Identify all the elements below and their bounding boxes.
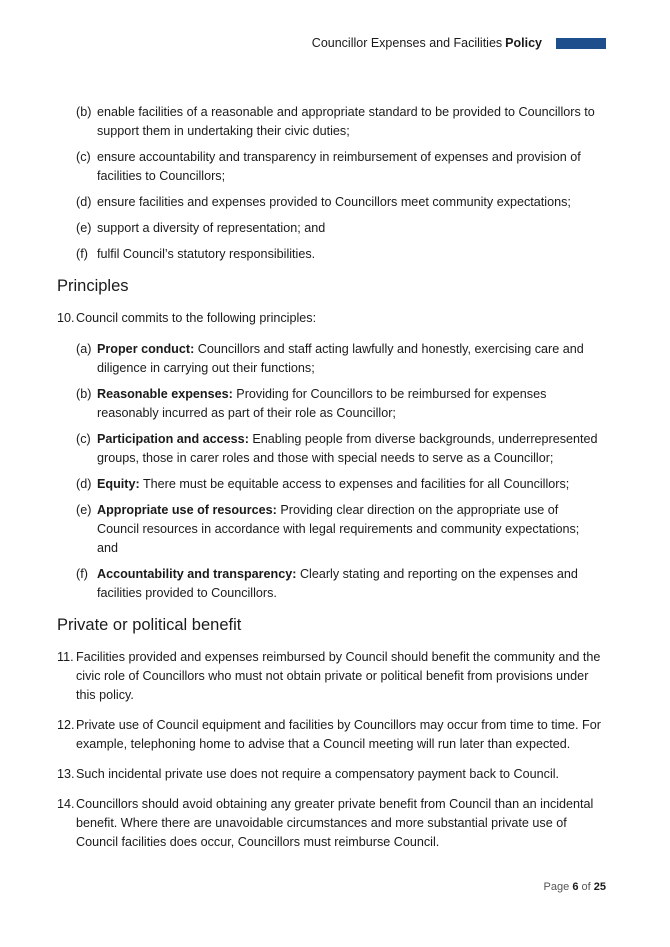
item-text: enable facilities of a reasonable and appropriate standard to be provided to Councillors to support them in undertaking their civic duties; bbox=[97, 105, 595, 138]
item-number: 10. bbox=[57, 311, 75, 325]
principle-title: Appropriate use of resources: bbox=[97, 503, 277, 517]
item-text: ensure facilities and expenses provided to Councillors meet community expectations; bbox=[97, 195, 571, 209]
page-footer bbox=[544, 881, 606, 893]
principle-desc: There must be equitable access to expenses and facilities for all Councillors; bbox=[139, 477, 570, 491]
numbered-paragraph bbox=[57, 795, 603, 852]
item-text: ensure accountability and transparency in reimbursement of expenses and provision of facilities to Councillors; bbox=[97, 150, 581, 183]
item-label: (b) bbox=[76, 387, 92, 401]
list-item bbox=[57, 148, 603, 186]
header-policy: Policy bbox=[505, 36, 542, 50]
item-label: (f) bbox=[76, 247, 88, 261]
principle-title: Participation and access: bbox=[97, 432, 249, 446]
of-word: of bbox=[581, 881, 591, 893]
item-label: (d) bbox=[76, 477, 92, 491]
item-number: 13. bbox=[57, 767, 75, 781]
principle-desc: Councillors and staff acting lawfully and honestly, exercising care and diligence in carrying out their functions; bbox=[97, 342, 584, 375]
page-content bbox=[57, 103, 603, 863]
header-accent-bar bbox=[556, 38, 606, 49]
item-text: Council commits to the following principles: bbox=[76, 311, 317, 325]
principle-item bbox=[57, 565, 603, 603]
principle-title: Proper conduct: bbox=[97, 342, 195, 356]
page-number: 6 bbox=[572, 881, 579, 893]
list-item bbox=[57, 193, 603, 212]
item-label: (d) bbox=[76, 195, 92, 209]
item-text: Facilities provided and expenses reimbursed by Council should benefit the community and the civic role of Councillors who must not obtain private or political benefit from provisions under this policy. bbox=[76, 650, 601, 702]
item-text: fulfil Council’s statutory responsibilities. bbox=[97, 247, 316, 261]
item-label: (a) bbox=[76, 342, 92, 356]
list-item bbox=[57, 245, 603, 264]
item-text bbox=[97, 475, 603, 494]
principle-desc: Providing for Councillors to be reimbursed for expenses reasonably incurred as part of their role as Councillor; bbox=[97, 387, 547, 420]
item-label: (c) bbox=[76, 432, 91, 446]
list-item bbox=[57, 219, 603, 238]
principle-item bbox=[57, 385, 603, 423]
principle-desc: Clearly stating and reporting on the expenses and facilities provided to Councillors. bbox=[97, 567, 578, 600]
principle-desc: Enabling people from diverse backgrounds, underrepresented groups, those in carer roles and those with special needs to serve as a Councillor; bbox=[97, 432, 598, 465]
principle-desc: Providing clear direction on the appropriate use of Council resources in accordance with legal requirements and community expectations; and bbox=[97, 503, 580, 555]
section-heading-private-benefit: Private or political benefit bbox=[57, 616, 242, 634]
list-item bbox=[57, 103, 603, 141]
page-word: Page bbox=[543, 881, 570, 893]
principles-intro bbox=[57, 309, 603, 328]
item-label: (b) bbox=[76, 105, 92, 119]
numbered-paragraph bbox=[57, 648, 603, 705]
page-header bbox=[312, 36, 606, 50]
item-number: 12. bbox=[57, 718, 75, 732]
numbered-paragraph bbox=[57, 716, 603, 754]
item-text: support a diversity of representation; and bbox=[97, 221, 326, 235]
principle-title: Reasonable expenses: bbox=[97, 387, 233, 401]
item-number: 14. bbox=[57, 797, 75, 811]
item-text bbox=[97, 385, 603, 423]
item-label: (e) bbox=[76, 503, 92, 517]
item-text: Such incidental private use does not require a compensatory payment back to Council. bbox=[76, 767, 560, 781]
item-text bbox=[97, 565, 603, 603]
item-text: Councillors should avoid obtaining any greater private benefit from Council than an incidental benefit. Where there are unavoidable circumstances and more substantial private use of Council facilities does occur, Councillors must reimburse Council. bbox=[76, 797, 594, 849]
section-heading-principles: Principles bbox=[57, 277, 129, 295]
principle-title: Accountability and transparency: bbox=[97, 567, 297, 581]
principle-item bbox=[57, 340, 603, 378]
item-text bbox=[97, 430, 603, 468]
item-number: 11. bbox=[57, 650, 74, 664]
numbered-paragraph bbox=[57, 765, 603, 784]
item-text bbox=[97, 340, 603, 378]
item-text: Private use of Council equipment and facilities by Councillors may occur from time to time. For example, telephoning home to advise that a Council meeting will run later than expected. bbox=[76, 718, 601, 751]
principle-title: Equity: bbox=[97, 477, 140, 491]
principle-item bbox=[57, 475, 603, 494]
item-label: (e) bbox=[76, 221, 92, 235]
item-text bbox=[97, 501, 603, 558]
principle-item bbox=[57, 501, 603, 558]
header-title: Councillor Expenses and Facilities bbox=[311, 36, 503, 50]
item-label: (f) bbox=[76, 567, 88, 581]
principle-item bbox=[57, 430, 603, 468]
page-total: 25 bbox=[593, 881, 606, 893]
item-label: (c) bbox=[76, 150, 91, 164]
